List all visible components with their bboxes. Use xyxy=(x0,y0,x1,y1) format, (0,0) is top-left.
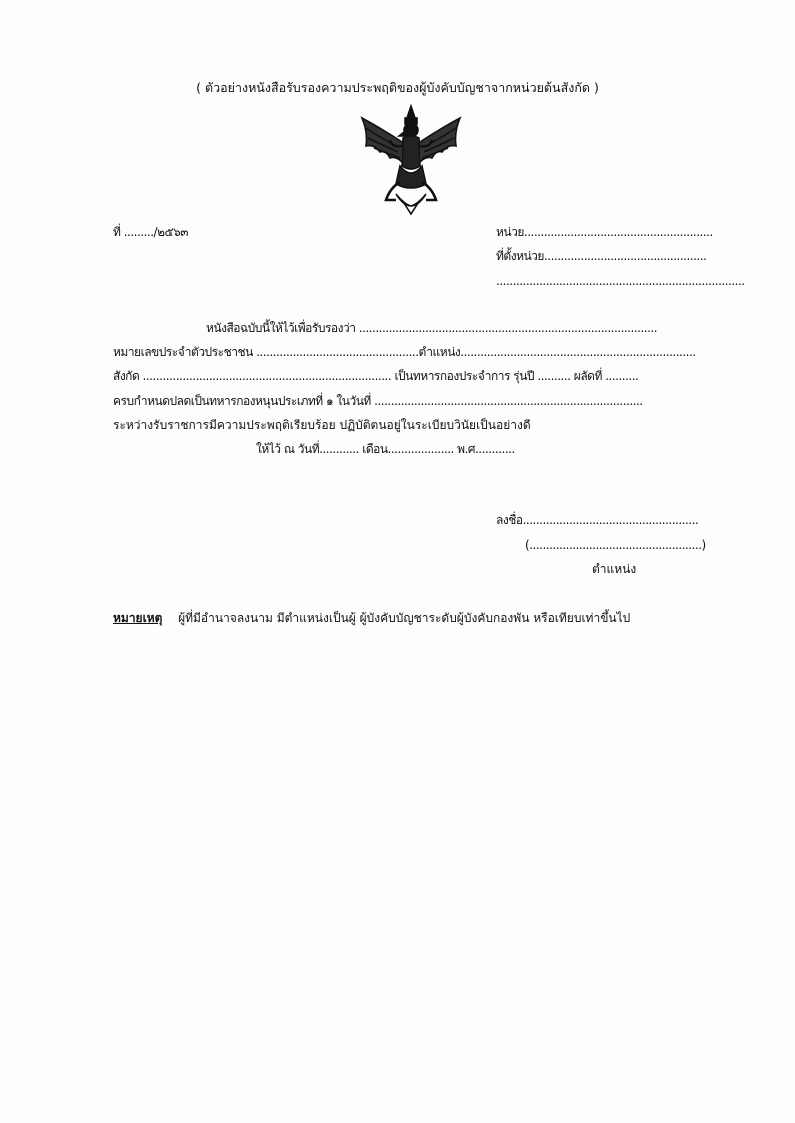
document-title: ( ตัวอย่างหนังสือรับรองความประพฤติของผู้บังคับบัญชาจากหน่วยต้นสังกัด ) xyxy=(196,80,599,95)
unit-location-continued: ........................................................................... xyxy=(496,274,745,288)
conduct-statement: ระหว่างรับราชการมีความประพฤติเรียบร้อย ปฏิบัติตนอยู่ในระเบียบวินัยเป็นอย่างดี xyxy=(113,418,531,432)
unit-location-line: ที่ตั้งหน่วย................................................. xyxy=(496,249,707,263)
document-number: ที่ ........./๒๕๖๓ xyxy=(113,225,188,239)
signer-position-label: ตำแหน่ง xyxy=(592,562,637,576)
note-label: หมายเหตุ xyxy=(113,611,163,625)
note xyxy=(113,610,630,626)
issue-date-line: ให้ไว้ ณ วันที่............ เดือน.................... พ.ศ............ xyxy=(256,442,515,456)
signature-line: ลงชื่อ..................................................... xyxy=(496,513,699,527)
discharge-date-line: ครบกำหนดปลดเป็นทหารกองหนุนประเภทที่ ๑ ในวันที่ ................................................................................. xyxy=(113,394,643,408)
garuda-emblem-icon xyxy=(356,100,466,218)
citizen-id-line: หมายเลขประจำตัวประชาชน .................................................ตำแหน่ง....................................................................... xyxy=(113,345,696,359)
signer-name-line: (....................................................) xyxy=(525,538,706,552)
affiliation-line: สังกัด ........................................................................... เป็นทหารกองประจำการ รุ่นปี .......... ผลัดที่ .......... xyxy=(113,369,639,383)
unit-line: หน่วย......................................................... xyxy=(496,225,713,239)
note-text: ผู้ที่มีอำนาจลงนาม มีตำแหน่งเป็นผู้ ผู้บังคับบัญชาระดับผู้บังคับกองพัน หรือเทียบเท่าขึ้นไป xyxy=(178,611,631,625)
certify-line: หนังสือฉบับนี้ให้ไว้เพื่อรับรองว่า .......................................................................................... xyxy=(206,321,658,335)
